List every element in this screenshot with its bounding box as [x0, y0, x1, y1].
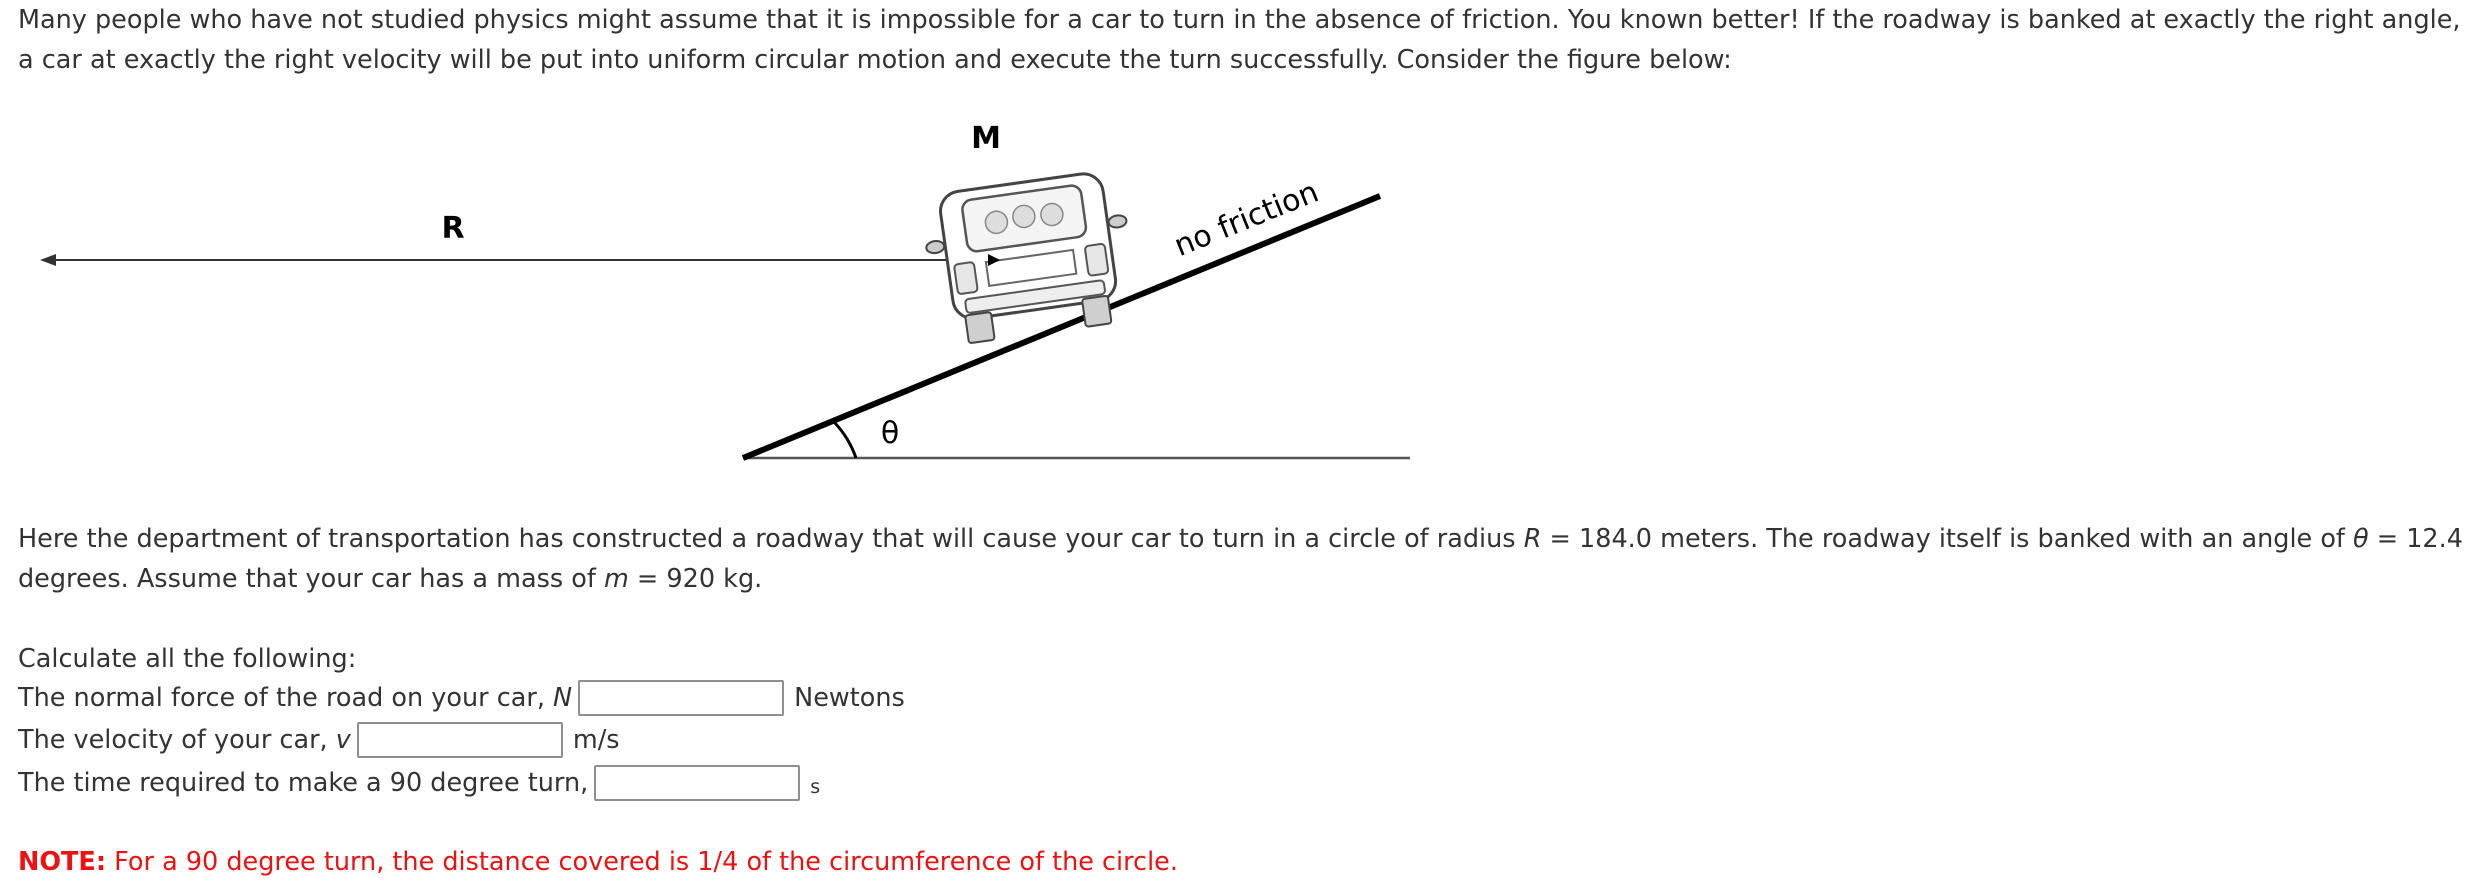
turn-time-label: The time required to make a 90 degree turn, — [18, 768, 589, 798]
note-label: NOTE: — [18, 847, 107, 877]
banked-road-figure — [0, 110, 1460, 470]
note — [18, 844, 1178, 880]
normal-force-input[interactable] — [578, 680, 784, 716]
angle-arc — [834, 422, 856, 458]
car-icon — [919, 169, 1140, 348]
mass-label: M — [971, 121, 1001, 156]
velocity-input[interactable] — [357, 722, 563, 758]
velocity-symbol: v — [335, 725, 351, 755]
turn-time-input[interactable] — [594, 765, 800, 801]
turn-time-question — [18, 762, 820, 804]
turn-time-unit: s — [810, 776, 821, 798]
velocity-unit: m/s — [572, 725, 620, 755]
radius-label: R — [441, 211, 465, 246]
problem-paragraph: Here the department of transportation has constructed a roadway that will cause your car to turn in a circle of radius R = 184.0 meters. The roadway itself is banked with an angle of θ = 12.4 degrees. Assume that your car has a mass of m = 920 kg. — [18, 524, 2463, 594]
instructions: Calculate all the following: — [18, 644, 357, 674]
theta-label: θ — [880, 416, 900, 451]
normal-force-question — [18, 677, 905, 719]
normal-force-label: The normal force of the road on your car, — [18, 683, 554, 713]
normal-force-unit: Newtons — [794, 683, 905, 713]
velocity-label: The velocity of your car, — [18, 725, 336, 755]
intro-paragraph: Many people who have not studied physics might assume that it is impossible for a car to turn in the absence of friction. You known better! If the roadway is banked at exactly the right angle, a car at exactly the right velocity will be put into uniform circular motion and execute the turn successfully. Consider the figure below: — [18, 5, 2461, 75]
radius-arrowhead — [40, 254, 56, 266]
no-friction-label: no friction — [1169, 174, 1324, 264]
note-text: For a 90 degree turn, the distance covered is 1/4 of the circumference of the circle. — [106, 847, 1178, 877]
velocity-question — [18, 719, 620, 761]
normal-force-symbol: N — [553, 683, 573, 713]
